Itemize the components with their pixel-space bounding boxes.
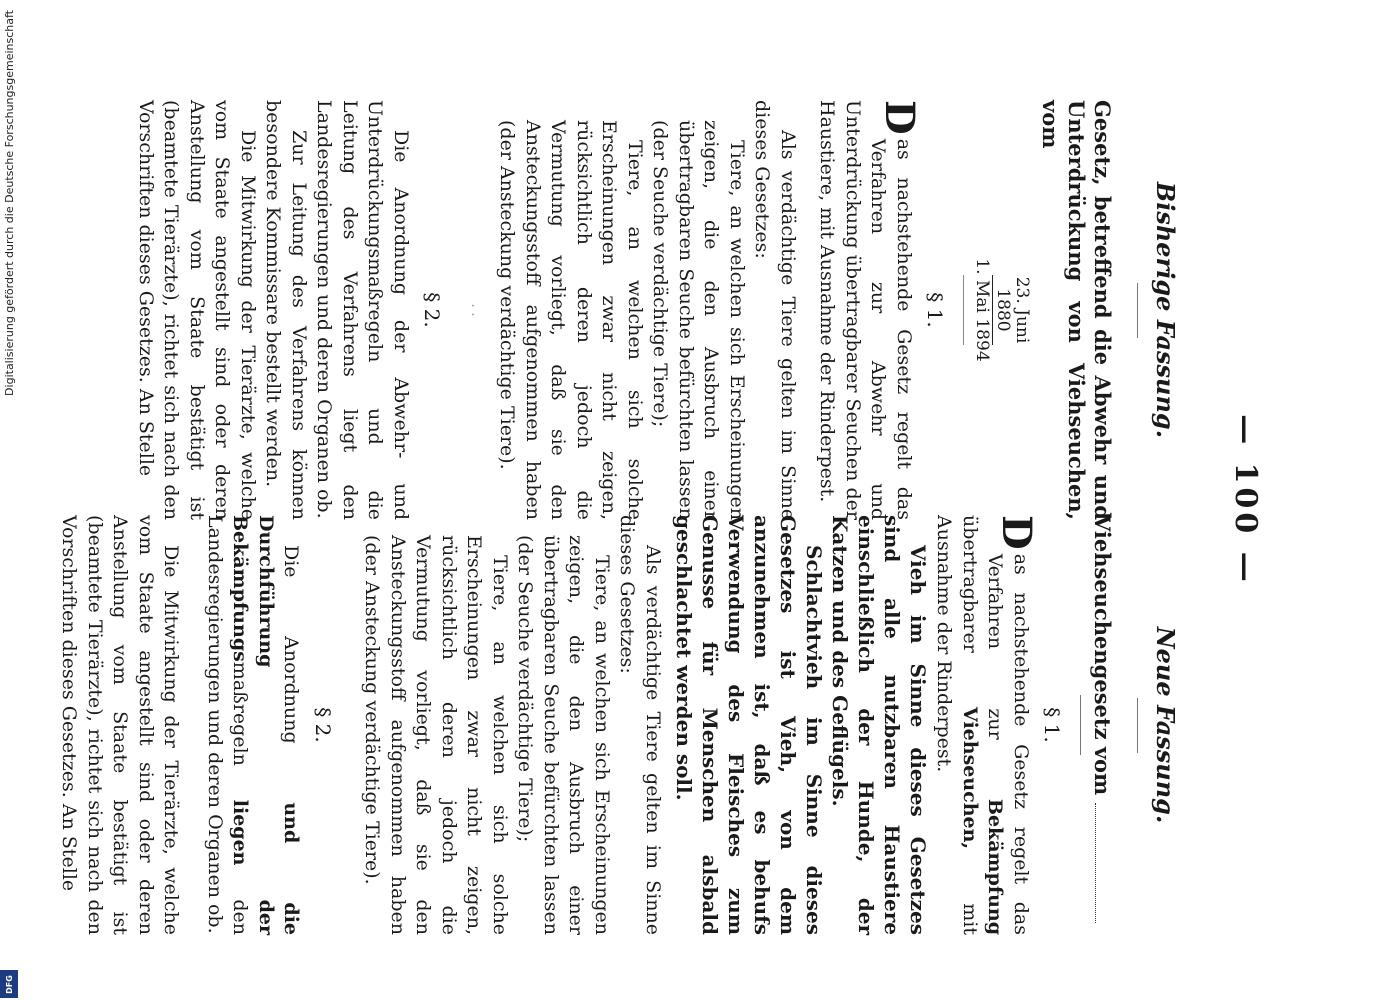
heading-rule [1138, 283, 1139, 338]
paragraph-text: as nachstehende Gesetz regelt das Verfahren zur Abwehr und Unterdrückung übertragbarer Seuchen der Haustiere, mit Ausnahme der Rinderpest. [816, 100, 915, 520]
date-2: 1. Mai 1894 [972, 258, 993, 362]
bold-paragraph: Vieh im Sinne dieses Gesetzes sind alle nutzbaren Haustiere einschließlich der Hunde, der Katzen und des Geflügels. [828, 515, 930, 935]
law-title-text: Viehseuchengesetz vom [1090, 515, 1116, 796]
credit-text: Digitalisierung gefördert durch die Deutsche Forschungsgemeinschaft [3, 10, 16, 396]
section-heading: § 2. [420, 292, 445, 328]
paragraph [814, 100, 923, 520]
paragraph: Zur Leitung des Verfahrens können besondere Kommissare bestellt werden. [262, 100, 310, 520]
paragraph: Tiere, an welchen sich Erscheinungen zeigen, die den Ausbruch einer übertragbaren Seuche befürchten lassen (der Seuche verdächtige Tiere); [649, 120, 748, 520]
paragraph: Tiere, an welchen sich Erscheinungen zeigen, die den Ausbruch einer übertragbaren Seuche befürchten lassen (der Seuche verdächtige Tiere); [514, 535, 613, 935]
column-heading: Bisherige Fassung. [1151, 181, 1180, 439]
law-dates [973, 100, 1032, 520]
title-rule [964, 275, 965, 345]
column-new-version [56, 515, 1178, 935]
column-previous-version [133, 100, 1179, 520]
page-number: — 100 — [1228, 414, 1263, 586]
section-heading: § 1. [923, 292, 948, 328]
bold-paragraph: Schlachtvieh im Sinne dieses Gesetzes ist Vieh, von dem anzunehmen ist, daß es behufs Verwendung des Fleisches zum Genusse für Menschen alsbald geschlachtet werden soll. [672, 515, 826, 935]
paragraph: Als verdächtige Tiere gelten im Sinne dieses Gesetzes: [751, 100, 799, 520]
law-title: Gesetz, betreffend die Abwehr und Unterdrückung von Viehseuchen, vom [1038, 100, 1116, 520]
heading-rule [1138, 698, 1139, 753]
paragraph: Die Mitwirkung der Tierärzte, welche vom Staate angestellt sind oder deren Anstellung vom Staate bestätigt ist (beamtete Tierärzte), richtet sich nach den Vorschriften dieses Gesetzes. An Stelle [135, 100, 259, 520]
section-heading: § 2. [311, 707, 335, 743]
paragraph: Tiere, an welchen sich solche Erscheinungen zwar nicht zeigen, rücksichtlich deren jedoch die Vermutung vorliegt, daß sie den Ansteckungsstoff aufgenommen haben (der Ansteckung verdächtige Tiere). [496, 120, 646, 520]
paragraph: Die Mitwirkung der Tierärzte, welche vom Staate angestellt sind oder deren Anstellung vom Staate bestätigt ist (beamtete Tierärzte), richtet sich nach den Vorschriften dieses Gesetzes. An Stelle [58, 515, 183, 935]
paragraph: Als verdächtige Tiere gelten im Sinne dieses Gesetzes: [616, 515, 664, 935]
digitization-credit [0, 0, 22, 1000]
paragraph: Tiere, an welchen sich solche Erscheinungen zwar nicht zeigen, rücksichtlich deren jedoch die Vermutung vorliegt, daß sie den Ansteckungsstoff aufgenommen haben (der Ansteckung verdächtige Tiere). [361, 535, 511, 935]
column-heading: Neue Fassung. [1151, 626, 1180, 824]
date-1: 23. Juni 1880 [993, 276, 1033, 344]
dfg-logo-icon: DFG [0, 970, 18, 998]
drop-cap: D [876, 100, 923, 135]
divider: · · [464, 303, 480, 317]
paragraph: D as nachstehende Gesetz regelt das Verfahren zur Bekämpfung übertragbarer Viehseuchen, mit Ausnahme der Rinderpest. [933, 515, 1040, 936]
drop-cap: D [993, 515, 1040, 550]
section-heading: § 1. [1040, 707, 1065, 743]
law-title [1090, 515, 1116, 935]
title-rule [1081, 695, 1082, 755]
paragraph: Die Anordnung der Abwehr- und Unterdrückungsmaßregeln und die Leitung des Verfahrens liegt den Landesregierungen und deren Organen ob. [313, 100, 412, 520]
date-blank [1096, 803, 1097, 923]
paragraph: Die Anordnung und die Durchführung der Bekämpfungsmaßregeln liegen den Landesregierungen und deren Organen ob. [204, 515, 303, 936]
